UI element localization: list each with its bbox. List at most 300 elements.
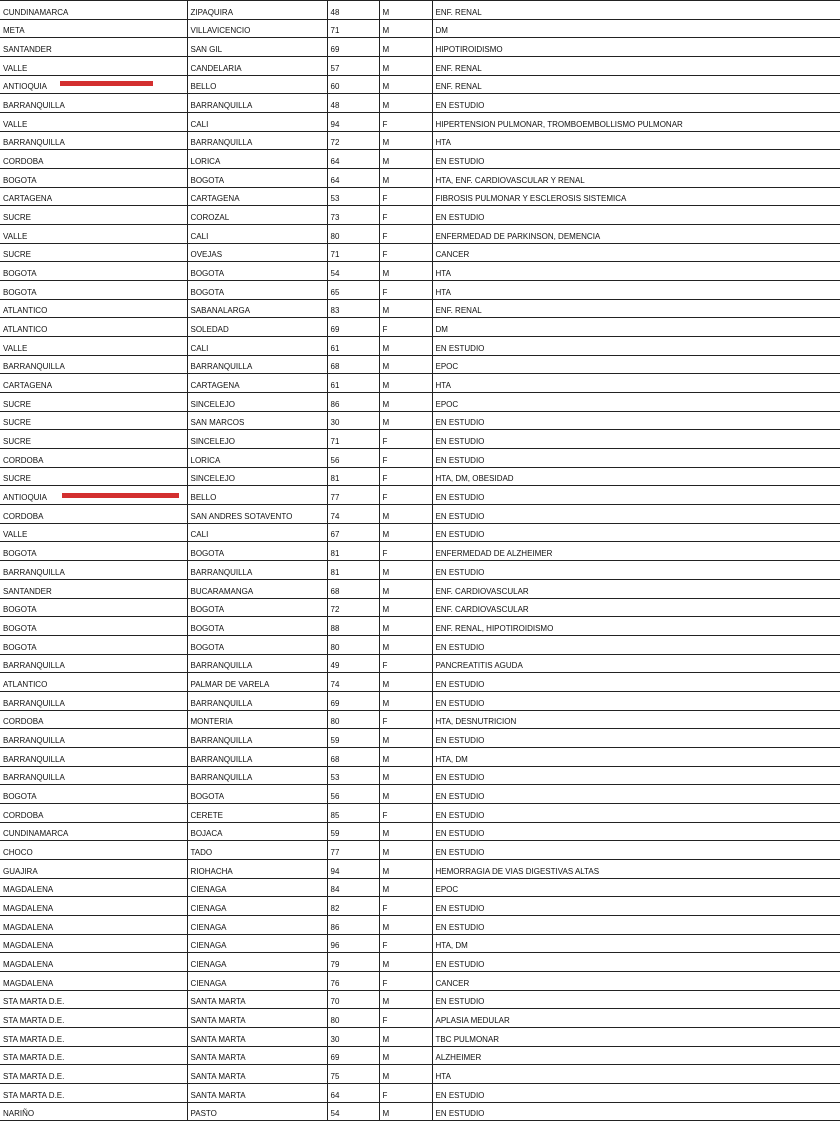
department-cell: SUCRE: [0, 467, 187, 486]
municipality-cell: SANTA MARTA: [187, 1083, 327, 1102]
diagnosis-cell: EN ESTUDIO: [432, 766, 840, 785]
municipality-cell: VILLAVICENCIO: [187, 19, 327, 38]
age-cell: 68: [327, 747, 379, 766]
department-cell: SUCRE: [0, 411, 187, 430]
table-row: [0, 859, 840, 878]
age-cell: 70: [327, 990, 379, 1009]
age-cell: 48: [327, 1, 379, 20]
diagnosis-cell: EN ESTUDIO: [432, 411, 840, 430]
municipality-cell: SANTA MARTA: [187, 990, 327, 1009]
sex-cell: M: [379, 635, 432, 654]
municipality-cell: BELLO: [187, 486, 327, 505]
sex-cell: F: [379, 710, 432, 729]
department-cell: MAGDALENA: [0, 878, 187, 897]
sex-cell: M: [379, 411, 432, 430]
department-cell: CORDOBA: [0, 505, 187, 524]
sex-cell: F: [379, 971, 432, 990]
sex-cell: M: [379, 57, 432, 76]
department-cell: BARRANQUILLA: [0, 766, 187, 785]
municipality-cell: BELLO: [187, 75, 327, 94]
sex-cell: M: [379, 878, 432, 897]
sex-cell: M: [379, 355, 432, 374]
diagnosis-cell: FIBROSIS PULMONAR Y ESCLEROSIS SISTEMICA: [432, 187, 840, 206]
municipality-cell: SINCELEJO: [187, 393, 327, 412]
department-cell: STA MARTA D.E.: [0, 1065, 187, 1084]
department-cell: VALLE: [0, 523, 187, 542]
sex-cell: M: [379, 617, 432, 636]
sex-cell: M: [379, 841, 432, 860]
municipality-cell: CARTAGENA: [187, 374, 327, 393]
department-cell: BOGOTA: [0, 169, 187, 188]
table-row: [0, 766, 840, 785]
table-row: [0, 374, 840, 393]
diagnosis-cell: EN ESTUDIO: [432, 691, 840, 710]
table-row: [0, 1, 840, 20]
table-row: [0, 747, 840, 766]
municipality-cell: CERETE: [187, 803, 327, 822]
age-cell: 77: [327, 486, 379, 505]
municipality-cell: CIENAGA: [187, 971, 327, 990]
municipality-cell: MONTERIA: [187, 710, 327, 729]
age-cell: 48: [327, 94, 379, 113]
diagnosis-cell: EPOC: [432, 355, 840, 374]
sex-cell: F: [379, 934, 432, 953]
table-row: [0, 38, 840, 57]
department-cell: ATLANTICO: [0, 299, 187, 318]
sex-cell: F: [379, 486, 432, 505]
department-cell: BARRANQUILLA: [0, 747, 187, 766]
diagnosis-cell: HTA: [432, 374, 840, 393]
age-cell: 57: [327, 57, 379, 76]
diagnosis-cell: HTA, DM, OBESIDAD: [432, 467, 840, 486]
age-cell: 73: [327, 206, 379, 225]
municipality-cell: CIENAGA: [187, 934, 327, 953]
age-cell: 81: [327, 561, 379, 580]
sex-cell: M: [379, 859, 432, 878]
sex-cell: M: [379, 1046, 432, 1065]
age-cell: 69: [327, 691, 379, 710]
age-cell: 76: [327, 971, 379, 990]
age-cell: 88: [327, 617, 379, 636]
table-row: [0, 803, 840, 822]
sex-cell: M: [379, 523, 432, 542]
diagnosis-cell: EN ESTUDIO: [432, 635, 840, 654]
table-row: [0, 878, 840, 897]
diagnosis-cell: ENFERMEDAD DE PARKINSON, DEMENCIA: [432, 225, 840, 244]
municipality-cell: BOJACA: [187, 822, 327, 841]
diagnosis-cell: EPOC: [432, 393, 840, 412]
department-cell: BOGOTA: [0, 542, 187, 561]
age-cell: 81: [327, 542, 379, 561]
municipality-cell: SANTA MARTA: [187, 1009, 327, 1028]
age-cell: 82: [327, 897, 379, 916]
sex-cell: M: [379, 673, 432, 692]
municipality-cell: LORICA: [187, 449, 327, 468]
department-cell: SUCRE: [0, 393, 187, 412]
municipality-cell: SAN ANDRES SOTAVENTO: [187, 505, 327, 524]
diagnosis-cell: EN ESTUDIO: [432, 841, 840, 860]
table-row: [0, 1046, 840, 1065]
age-cell: 81: [327, 467, 379, 486]
diagnosis-cell: PANCREATITIS AGUDA: [432, 654, 840, 673]
department-cell: VALLE: [0, 337, 187, 356]
sex-cell: M: [379, 169, 432, 188]
diagnosis-cell: HTA, DM: [432, 747, 840, 766]
municipality-cell: SINCELEJO: [187, 430, 327, 449]
department-cell: MAGDALENA: [0, 915, 187, 934]
age-cell: 54: [327, 1102, 379, 1121]
table-row: [0, 654, 840, 673]
table-row: [0, 934, 840, 953]
municipality-cell: SANTA MARTA: [187, 1046, 327, 1065]
diagnosis-cell: EN ESTUDIO: [432, 505, 840, 524]
sex-cell: M: [379, 1027, 432, 1046]
diagnosis-cell: HTA, DESNUTRICION: [432, 710, 840, 729]
municipality-cell: BOGOTA: [187, 281, 327, 300]
municipality-cell: CIENAGA: [187, 915, 327, 934]
table-row: [0, 113, 840, 132]
department-cell: SANTANDER: [0, 579, 187, 598]
age-cell: 72: [327, 598, 379, 617]
age-cell: 49: [327, 654, 379, 673]
municipality-cell: RIOHACHA: [187, 859, 327, 878]
sex-cell: M: [379, 75, 432, 94]
municipality-cell: CALI: [187, 337, 327, 356]
sex-cell: F: [379, 430, 432, 449]
age-cell: 71: [327, 19, 379, 38]
municipality-cell: ZIPAQUIRA: [187, 1, 327, 20]
age-cell: 77: [327, 841, 379, 860]
department-cell: VALLE: [0, 225, 187, 244]
municipality-cell: SAN GIL: [187, 38, 327, 57]
age-cell: 71: [327, 430, 379, 449]
department-cell: STA MARTA D.E.: [0, 1027, 187, 1046]
municipality-cell: BOGOTA: [187, 598, 327, 617]
table-row: [0, 225, 840, 244]
table-row: [0, 206, 840, 225]
department-cell: CUNDINAMARCA: [0, 822, 187, 841]
diagnosis-cell: EN ESTUDIO: [432, 822, 840, 841]
table-row: [0, 281, 840, 300]
diagnosis-cell: EN ESTUDIO: [432, 206, 840, 225]
table-row: [0, 542, 840, 561]
table-body: [0, 1, 840, 1121]
table-row: [0, 318, 840, 337]
table-row: [0, 691, 840, 710]
sex-cell: M: [379, 785, 432, 804]
municipality-cell: BOGOTA: [187, 617, 327, 636]
sex-cell: F: [379, 1009, 432, 1028]
sex-cell: M: [379, 393, 432, 412]
diagnosis-cell: EN ESTUDIO: [432, 953, 840, 972]
diagnosis-cell: ENF. RENAL: [432, 57, 840, 76]
table-row: [0, 579, 840, 598]
department-cell: CHOCO: [0, 841, 187, 860]
diagnosis-cell: EN ESTUDIO: [432, 150, 840, 169]
sex-cell: F: [379, 187, 432, 206]
diagnosis-cell: HIPOTIROIDISMO: [432, 38, 840, 57]
sex-cell: M: [379, 747, 432, 766]
sex-cell: M: [379, 561, 432, 580]
age-cell: 80: [327, 1009, 379, 1028]
age-cell: 61: [327, 374, 379, 393]
municipality-cell: BARRANQUILLA: [187, 766, 327, 785]
table-row: [0, 505, 840, 524]
diagnosis-cell: EN ESTUDIO: [432, 785, 840, 804]
diagnosis-cell: HTA: [432, 262, 840, 281]
department-cell: BOGOTA: [0, 635, 187, 654]
age-cell: 69: [327, 1046, 379, 1065]
table-row: [0, 393, 840, 412]
department-cell: SUCRE: [0, 430, 187, 449]
age-cell: 80: [327, 635, 379, 654]
department-cell: MAGDALENA: [0, 934, 187, 953]
sex-cell: M: [379, 598, 432, 617]
table-row: [0, 617, 840, 636]
diagnosis-cell: EN ESTUDIO: [432, 729, 840, 748]
diagnosis-cell: EN ESTUDIO: [432, 523, 840, 542]
table-row: [0, 467, 840, 486]
age-cell: 59: [327, 729, 379, 748]
municipality-cell: OVEJAS: [187, 243, 327, 262]
department-cell: ATLANTICO: [0, 318, 187, 337]
age-cell: 74: [327, 505, 379, 524]
municipality-cell: BARRANQUILLA: [187, 131, 327, 150]
table-row: [0, 449, 840, 468]
diagnosis-cell: EN ESTUDIO: [432, 449, 840, 468]
age-cell: 64: [327, 150, 379, 169]
table-row: [0, 990, 840, 1009]
sex-cell: M: [379, 1, 432, 20]
age-cell: 71: [327, 243, 379, 262]
age-cell: 54: [327, 262, 379, 281]
table-row: [0, 635, 840, 654]
sex-cell: M: [379, 1102, 432, 1121]
diagnosis-cell: EN ESTUDIO: [432, 486, 840, 505]
sex-cell: F: [379, 897, 432, 916]
diagnosis-cell: ENF. RENAL: [432, 299, 840, 318]
age-cell: 64: [327, 1083, 379, 1102]
age-cell: 30: [327, 1027, 379, 1046]
sex-cell: F: [379, 542, 432, 561]
sex-cell: M: [379, 505, 432, 524]
table-row: [0, 523, 840, 542]
age-cell: 94: [327, 859, 379, 878]
department-cell: MAGDALENA: [0, 897, 187, 916]
table-row: [0, 897, 840, 916]
municipality-cell: TADO: [187, 841, 327, 860]
department-cell: MAGDALENA: [0, 953, 187, 972]
diagnosis-cell: CANCER: [432, 243, 840, 262]
department-cell: NARIÑO: [0, 1102, 187, 1121]
diagnosis-cell: EN ESTUDIO: [432, 561, 840, 580]
department-cell: STA MARTA D.E.: [0, 1083, 187, 1102]
age-cell: 56: [327, 785, 379, 804]
municipality-cell: SANTA MARTA: [187, 1027, 327, 1046]
sex-cell: M: [379, 19, 432, 38]
age-cell: 30: [327, 411, 379, 430]
sex-cell: F: [379, 467, 432, 486]
sex-cell: M: [379, 729, 432, 748]
department-cell: MAGDALENA: [0, 971, 187, 990]
age-cell: 86: [327, 915, 379, 934]
department-cell: BARRANQUILLA: [0, 94, 187, 113]
diagnosis-cell: HEMORRAGIA DE VIAS DIGESTIVAS ALTAS: [432, 859, 840, 878]
sex-cell: F: [379, 449, 432, 468]
municipality-cell: SABANALARGA: [187, 299, 327, 318]
table-row: [0, 710, 840, 729]
age-cell: 74: [327, 673, 379, 692]
department-cell: BOGOTA: [0, 598, 187, 617]
table-row: [0, 19, 840, 38]
department-cell: BARRANQUILLA: [0, 691, 187, 710]
diagnosis-cell: EN ESTUDIO: [432, 430, 840, 449]
department-cell: CORDOBA: [0, 710, 187, 729]
department-cell: BOGOTA: [0, 281, 187, 300]
table-row: [0, 94, 840, 113]
department-cell: STA MARTA D.E.: [0, 1046, 187, 1065]
municipality-cell: BOGOTA: [187, 542, 327, 561]
diagnosis-cell: EN ESTUDIO: [432, 673, 840, 692]
age-cell: 84: [327, 878, 379, 897]
age-cell: 80: [327, 225, 379, 244]
municipality-cell: BARRANQUILLA: [187, 94, 327, 113]
diagnosis-cell: EN ESTUDIO: [432, 915, 840, 934]
table-row: [0, 561, 840, 580]
municipality-cell: BOGOTA: [187, 785, 327, 804]
department-cell: BARRANQUILLA: [0, 729, 187, 748]
municipality-cell: BARRANQUILLA: [187, 691, 327, 710]
diagnosis-cell: ALZHEIMER: [432, 1046, 840, 1065]
sex-cell: M: [379, 579, 432, 598]
department-cell: BARRANQUILLA: [0, 355, 187, 374]
municipality-cell: SINCELEJO: [187, 467, 327, 486]
age-cell: 59: [327, 822, 379, 841]
age-cell: 67: [327, 523, 379, 542]
diagnosis-cell: HTA, ENF. CARDIOVASCULAR Y RENAL: [432, 169, 840, 188]
sex-cell: M: [379, 915, 432, 934]
age-cell: 60: [327, 75, 379, 94]
diagnosis-cell: ENF. RENAL: [432, 75, 840, 94]
table-row: [0, 1102, 840, 1121]
table-row: [0, 822, 840, 841]
sex-cell: M: [379, 150, 432, 169]
diagnosis-cell: DM: [432, 19, 840, 38]
diagnosis-cell: TBC PULMONAR: [432, 1027, 840, 1046]
department-cell: CORDOBA: [0, 803, 187, 822]
municipality-cell: CALI: [187, 225, 327, 244]
table-row: [0, 971, 840, 990]
municipality-cell: CIENAGA: [187, 953, 327, 972]
municipality-cell: LORICA: [187, 150, 327, 169]
sex-cell: F: [379, 243, 432, 262]
department-cell: BARRANQUILLA: [0, 131, 187, 150]
municipality-cell: BARRANQUILLA: [187, 561, 327, 580]
municipality-cell: BOGOTA: [187, 635, 327, 654]
table-row: [0, 337, 840, 356]
department-cell: CORDOBA: [0, 449, 187, 468]
age-cell: 80: [327, 710, 379, 729]
department-cell: BARRANQUILLA: [0, 654, 187, 673]
municipality-cell: BARRANQUILLA: [187, 729, 327, 748]
table-row: [0, 411, 840, 430]
table-row: [0, 729, 840, 748]
department-cell: BOGOTA: [0, 785, 187, 804]
diagnosis-cell: ENF. RENAL: [432, 1, 840, 20]
table-row: [0, 299, 840, 318]
department-cell: CARTAGENA: [0, 374, 187, 393]
age-cell: 85: [327, 803, 379, 822]
sex-cell: F: [379, 206, 432, 225]
diagnosis-cell: EN ESTUDIO: [432, 990, 840, 1009]
diagnosis-cell: EN ESTUDIO: [432, 1102, 840, 1121]
sex-cell: M: [379, 953, 432, 972]
department-cell: VALLE: [0, 113, 187, 132]
department-cell: ANTIOQUIA: [0, 486, 187, 505]
department-cell: ANTIOQUIA: [0, 75, 187, 94]
table-row: [0, 150, 840, 169]
department-cell: SANTANDER: [0, 38, 187, 57]
sex-cell: M: [379, 766, 432, 785]
table-row: [0, 1065, 840, 1084]
diagnosis-cell: EN ESTUDIO: [432, 94, 840, 113]
municipality-cell: BUCARAMANGA: [187, 579, 327, 598]
table-row: [0, 169, 840, 188]
table-row: [0, 430, 840, 449]
age-cell: 96: [327, 934, 379, 953]
age-cell: 75: [327, 1065, 379, 1084]
table-row: [0, 1009, 840, 1028]
table-row: [0, 131, 840, 150]
age-cell: 68: [327, 579, 379, 598]
age-cell: 68: [327, 355, 379, 374]
age-cell: 72: [327, 131, 379, 150]
municipality-cell: BARRANQUILLA: [187, 747, 327, 766]
municipality-cell: SOLEDAD: [187, 318, 327, 337]
sex-cell: M: [379, 38, 432, 57]
table-row: [0, 187, 840, 206]
diagnosis-cell: APLASIA MEDULAR: [432, 1009, 840, 1028]
department-cell: STA MARTA D.E.: [0, 1009, 187, 1028]
table-row: [0, 57, 840, 76]
age-cell: 69: [327, 318, 379, 337]
sex-cell: M: [379, 94, 432, 113]
sex-cell: F: [379, 1083, 432, 1102]
diagnosis-cell: EPOC: [432, 878, 840, 897]
municipality-cell: SANTA MARTA: [187, 1065, 327, 1084]
age-cell: 53: [327, 766, 379, 785]
age-cell: 65: [327, 281, 379, 300]
sex-cell: F: [379, 281, 432, 300]
department-cell: SUCRE: [0, 243, 187, 262]
table-row: [0, 598, 840, 617]
sex-cell: M: [379, 262, 432, 281]
sex-cell: M: [379, 299, 432, 318]
sex-cell: M: [379, 691, 432, 710]
sex-cell: F: [379, 803, 432, 822]
municipality-cell: BARRANQUILLA: [187, 355, 327, 374]
sex-cell: F: [379, 654, 432, 673]
sex-cell: M: [379, 131, 432, 150]
age-cell: 83: [327, 299, 379, 318]
age-cell: 69: [327, 38, 379, 57]
department-cell: ATLANTICO: [0, 673, 187, 692]
table-row: [0, 486, 840, 505]
sex-cell: M: [379, 1065, 432, 1084]
diagnosis-cell: HTA, DM: [432, 934, 840, 953]
diagnosis-cell: ENF. CARDIOVASCULAR: [432, 579, 840, 598]
diagnosis-cell: CANCER: [432, 971, 840, 990]
